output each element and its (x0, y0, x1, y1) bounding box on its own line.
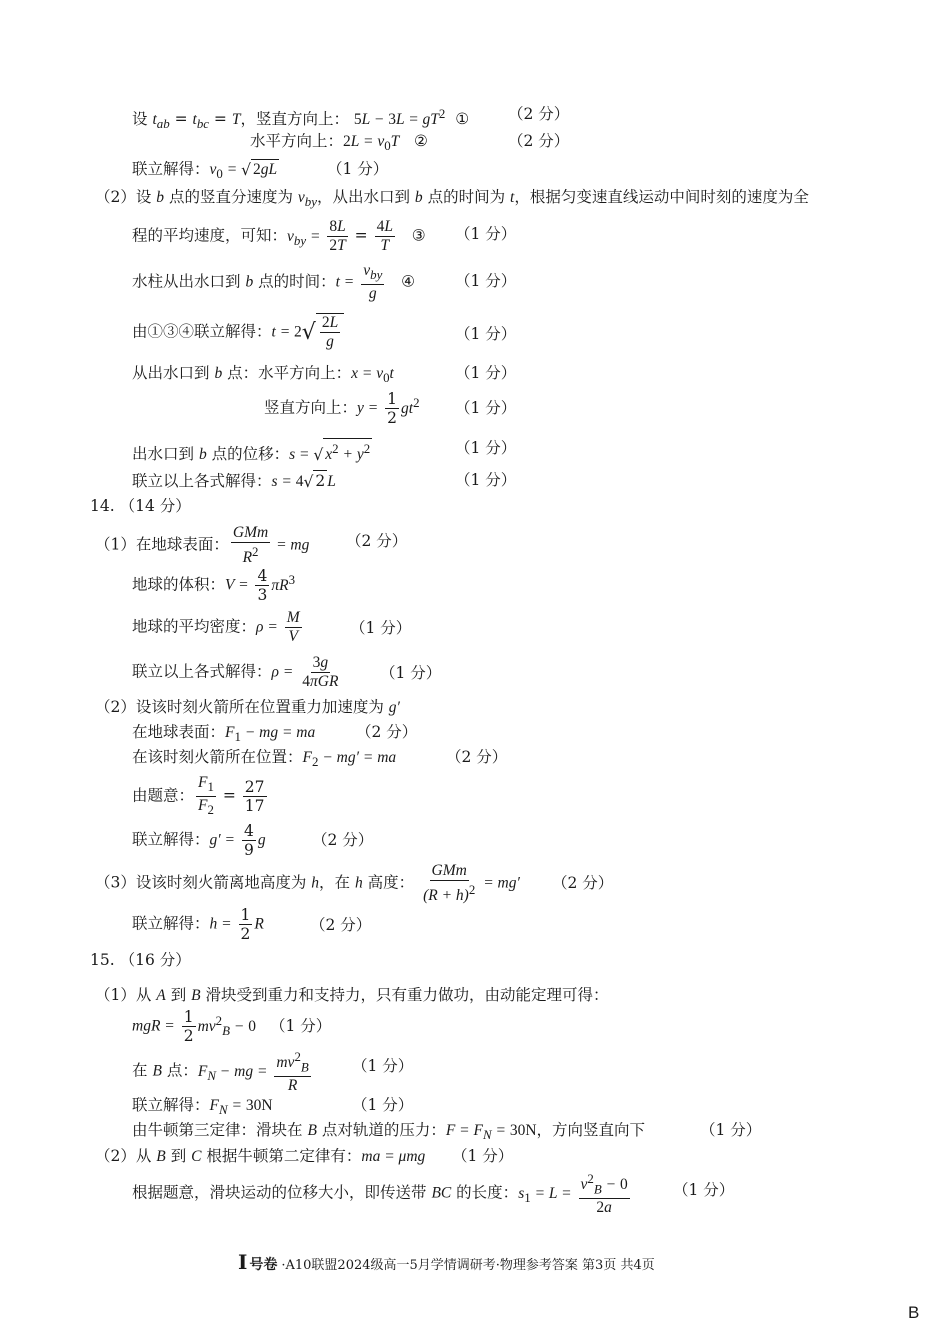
score: （1 分） (380, 664, 442, 682)
line: 由①③④联立解得：t = 2√ $\frac{2L}{g}$ (132, 313, 344, 351)
line: 竖直方向上：y = $\frac{1}{2}$ $gt^2$ (264, 390, 420, 427)
score: （2 分） (346, 532, 408, 550)
score: （2 分） (508, 105, 570, 123)
score: （1 分） (455, 272, 517, 290)
score: （2 分） (310, 916, 372, 934)
question-number: 15. （16 分） (90, 951, 191, 969)
score: （1 分） (452, 1147, 514, 1165)
score: （1 分） (327, 160, 389, 178)
footer-text: ·A10联盟2024级高一5月学情调研考·物理参考答案 第3页 共4页 (281, 1258, 655, 1273)
score: （2 分） (446, 748, 508, 766)
score: （1 分） (673, 1181, 735, 1199)
line: mgR = $\frac{1}{2}$ $mv^2_B - 0$ (132, 1008, 256, 1045)
line: 在该时刻火箭所在位置：$F_2 - mg'$ = ma (132, 748, 397, 770)
score: （1 分） (455, 325, 517, 343)
score: （1 分） (352, 1057, 414, 1075)
score: （1 分） (270, 1017, 332, 1035)
score: （2 分） (508, 132, 570, 150)
publisher-logo-icon: I (238, 1250, 248, 1274)
score: （1 分） (455, 364, 517, 382)
score: （2 分） (552, 874, 614, 892)
line: 程的平均速度，可知：$v_{by}$ = $\frac{8L}{2T}$ = $\frac{4L}{T}$ ③ (132, 218, 426, 254)
line: （3）设该时刻火箭离地高度为 h，在 h 高度： $\frac{\text{GMm}}{(R + h)^2}$ = mg′ (95, 862, 520, 905)
line: 从出水口到 b 点：水平方向上：$x = v_0t$ (132, 364, 394, 386)
line: 在地球表面：$F_1$ − mg = ma (132, 723, 316, 745)
score: （1 分） (350, 619, 412, 637)
line: 联立解得：$v_0$ = √ 2gL (132, 160, 278, 182)
line: （1）从 A 到 B 滑块受到重力和支持力，只有重力做功，由动能定理可得： (95, 986, 609, 1004)
score: （2 分） (312, 831, 374, 849)
line: 联立解得：g′ = $\frac{4}{9}$ g (132, 822, 266, 859)
line: （2）设该时刻火箭所在位置重力加速度为 g′ (95, 698, 400, 716)
line: 联立以上各式解得：s = 4√ 2 L (132, 472, 336, 491)
score: （2 分） (356, 723, 418, 741)
score: （1 分） (455, 439, 517, 457)
publisher-logo-text: 号卷 (249, 1257, 278, 1273)
line: 由题意： $\frac{F_1}{F_2}$ = $\frac{27}{17}$ (132, 774, 265, 818)
line: 水柱从出水口到 b 点的时间：t = $\frac{v_{by}}{g}$ ④ (132, 262, 415, 303)
line: （1）在地球表面： $\frac{\text{GMm}}{R^2}$ = mg (95, 524, 310, 567)
score: （1 分） (455, 399, 517, 417)
page-mark: B (908, 1303, 920, 1322)
page-footer (238, 1250, 655, 1274)
line: 地球的体积：V = $\frac{4}{3}$ $\pi R^3$ (132, 567, 296, 604)
line: 联立解得：h = $\frac{1}{2}$ R (132, 906, 264, 943)
score: （1 分） (352, 1096, 414, 1114)
line: 在 B 点：$F_N$ − mg = $\frac{mv^2_B}{R}$ (132, 1049, 309, 1095)
score: （1 分） (455, 225, 517, 243)
question-number: 14. （14 分） (90, 497, 191, 515)
line: 联立解得：$F_N = 30N$ (132, 1096, 273, 1118)
line: （2）设 b 点的竖直分速度为 $v_{by}$，从出水口到 b 点的时间为 t，根据匀变速直线运动中间时刻的速度为全 (95, 188, 809, 210)
line: 联立以上各式解得：ρ = $\frac{3g}{\text{4πGR}}$ (132, 654, 339, 690)
line: 由牛顿第三定律：滑块在 B 点对轨道的压力：$F = F_N = 30N$，方向竖直向下 (132, 1121, 646, 1143)
line: （2）从 B 到 C 根据牛顿第二定律有：ma = μmg (95, 1147, 426, 1165)
score: （1 分） (700, 1121, 762, 1139)
line: 地球的平均密度：ρ = $\frac{M}{V}$ (132, 609, 300, 645)
line: 设 $t_{ab} = t_{bc} = T$，竖直方向上： $5L - 3L = gT^2$ ① (132, 106, 470, 132)
line: 水平方向上：$2L = v_0T$ ② (250, 132, 428, 154)
line: 根据题意，滑块运动的位移大小，即传送带 BC 的长度：$s_1 = L$ = $\frac{v^2_B - 0}{2a}$ (132, 1171, 628, 1217)
line: 出水口到 b 点的位移：s = √ $x^2 + y^2$ (132, 438, 372, 465)
score: （1 分） (455, 471, 517, 489)
